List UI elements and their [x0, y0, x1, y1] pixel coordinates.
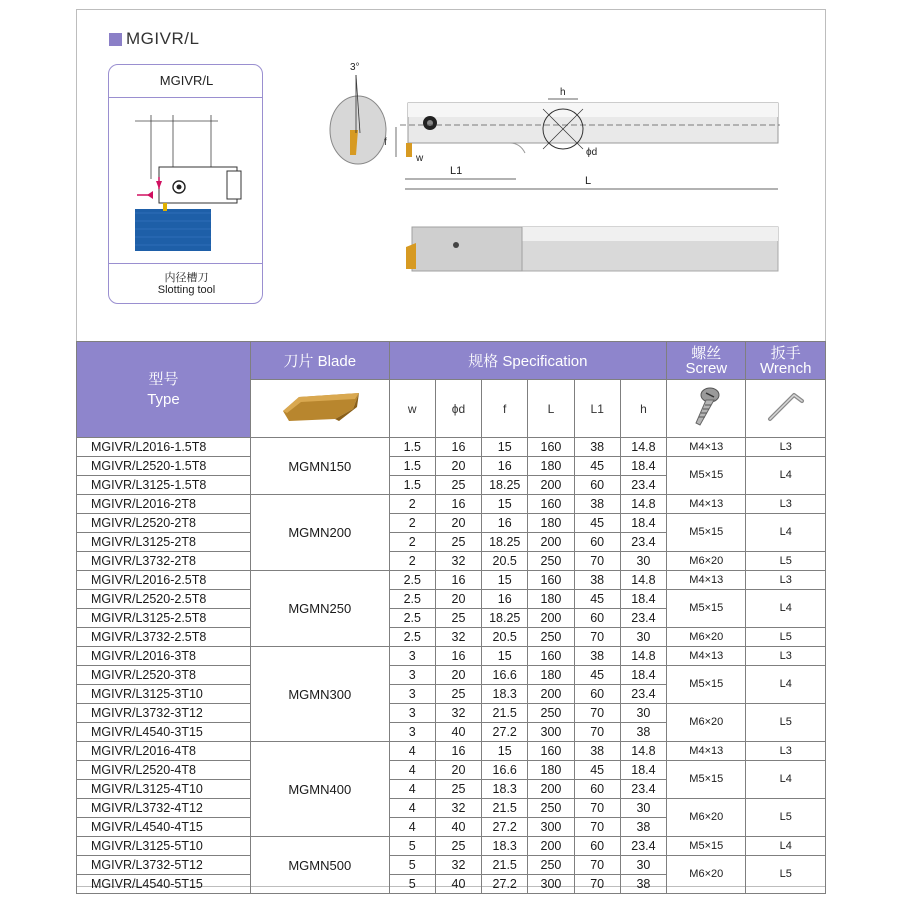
spec-cell-w: 3 — [389, 704, 435, 723]
col-header-h: h — [620, 380, 666, 438]
type-header — [77, 342, 251, 438]
spec-cell-l: 200 — [528, 685, 574, 704]
spec-cell-l1: 38 — [574, 647, 620, 666]
spec-cell-f: 16.6 — [482, 666, 528, 685]
spec-cell-l: 180 — [528, 514, 574, 533]
blade-cell: MGMN150 — [250, 438, 389, 495]
type-cell: MGIVR/L3732-3T12 — [77, 704, 251, 723]
spec-cell-l: 200 — [528, 476, 574, 495]
spec-cell-l: 250 — [528, 628, 574, 647]
wrench-cell: L3 — [746, 571, 826, 590]
screw-cell: M5×15 — [667, 457, 746, 495]
dim-d-label: ϕd — [586, 147, 598, 158]
type-cell: MGIVR/L2520-2.5T8 — [77, 590, 251, 609]
table-row — [77, 799, 826, 818]
specification-table — [76, 341, 826, 894]
spec-cell-w: 2 — [389, 552, 435, 571]
spec-cell-d: 32 — [435, 628, 481, 647]
col-header-w: w — [389, 380, 435, 438]
spec-cell-h: 38 — [620, 723, 666, 742]
spec-cell-l: 300 — [528, 875, 574, 894]
spec-cell-d: 25 — [435, 685, 481, 704]
type-cell: MGIVR/L2016-2.5T8 — [77, 571, 251, 590]
table-row — [77, 704, 826, 723]
spec-cell-l1: 70 — [574, 818, 620, 837]
spec-cell-l: 300 — [528, 818, 574, 837]
type-cell: MGIVR/L2520-4T8 — [77, 761, 251, 780]
table-row — [77, 495, 826, 514]
table-row — [77, 628, 826, 647]
spec-cell-l: 250 — [528, 799, 574, 818]
wrench-cell: L5 — [746, 628, 826, 647]
tool-application-diagram — [108, 64, 263, 304]
spec-cell-h: 18.4 — [620, 514, 666, 533]
spec-cell-w: 5 — [389, 875, 435, 894]
type-cell: MGIVR/L2520-3T8 — [77, 666, 251, 685]
spec-cell-f: 27.2 — [482, 723, 528, 742]
dim-f-label: f — [384, 137, 387, 148]
spec-cell-l: 180 — [528, 761, 574, 780]
spec-cell-f: 18.3 — [482, 685, 528, 704]
screw-cell: M6×20 — [667, 628, 746, 647]
type-cell: MGIVR/L3732-2.5T8 — [77, 628, 251, 647]
screw-header — [667, 342, 746, 380]
spec-cell-h: 30 — [620, 704, 666, 723]
blade-cell: MGMN300 — [250, 647, 389, 742]
inset-title: MGIVR/L — [159, 73, 214, 88]
blade-header: 刀片 Blade — [250, 342, 389, 380]
tool-dimension-drawing — [320, 55, 790, 280]
spec-cell-l: 250 — [528, 552, 574, 571]
wrench-cell: L5 — [746, 799, 826, 837]
spec-cell-f: 15 — [482, 495, 528, 514]
table-row — [77, 514, 826, 533]
spec-cell-l: 160 — [528, 495, 574, 514]
spec-cell-l1: 60 — [574, 780, 620, 799]
screw-cell: M4×13 — [667, 647, 746, 666]
type-header-en: Type — [147, 390, 180, 408]
wrench-image-cell — [746, 380, 826, 438]
table-row — [77, 761, 826, 780]
spec-cell-l1: 60 — [574, 533, 620, 552]
spec-cell-w: 2.5 — [389, 628, 435, 647]
spec-cell-w: 1.5 — [389, 438, 435, 457]
col-header-l: L — [528, 380, 574, 438]
spec-cell-l1: 70 — [574, 704, 620, 723]
spec-cell-l1: 60 — [574, 685, 620, 704]
page-title: MGIVR/L — [126, 29, 200, 48]
table-row — [77, 438, 826, 457]
table-row — [77, 571, 826, 590]
hex-wrench-icon — [764, 387, 808, 427]
spec-cell-f: 27.2 — [482, 818, 528, 837]
spec-cell-w: 1.5 — [389, 457, 435, 476]
spec-cell-h: 30 — [620, 856, 666, 875]
spec-cell-f: 16.6 — [482, 761, 528, 780]
blade-insert-icon — [275, 387, 365, 427]
spec-cell-h: 23.4 — [620, 837, 666, 856]
spec-cell-w: 4 — [389, 742, 435, 761]
screw-cell: M4×13 — [667, 495, 746, 514]
spec-cell-l: 250 — [528, 856, 574, 875]
spec-cell-w: 4 — [389, 761, 435, 780]
type-cell: MGIVR/L2016-2T8 — [77, 495, 251, 514]
spec-cell-d: 25 — [435, 609, 481, 628]
type-cell: MGIVR/L2016-3T8 — [77, 647, 251, 666]
screw-cell: M6×20 — [667, 799, 746, 837]
spec-cell-d: 16 — [435, 438, 481, 457]
col-header-f: f — [482, 380, 528, 438]
wrench-cell: L3 — [746, 438, 826, 457]
wrench-cell: L4 — [746, 514, 826, 552]
spec-cell-l: 180 — [528, 590, 574, 609]
type-cell: MGIVR/L2016-1.5T8 — [77, 438, 251, 457]
type-cell: MGIVR/L3732-4T12 — [77, 799, 251, 818]
screw-cell: M6×20 — [667, 856, 746, 894]
spec-cell-w: 2.5 — [389, 590, 435, 609]
screw-cell: M4×13 — [667, 742, 746, 761]
spec-cell-d: 25 — [435, 476, 481, 495]
spec-cell-l: 200 — [528, 533, 574, 552]
table-row — [77, 590, 826, 609]
spec-cell-h: 14.8 — [620, 647, 666, 666]
spec-cell-f: 21.5 — [482, 799, 528, 818]
wrench-cell: L4 — [746, 666, 826, 704]
table-row — [77, 856, 826, 875]
spec-cell-d: 40 — [435, 875, 481, 894]
screw-cell: M5×15 — [667, 761, 746, 799]
spec-cell-l: 200 — [528, 609, 574, 628]
spec-cell-d: 20 — [435, 457, 481, 476]
spec-cell-f: 15 — [482, 571, 528, 590]
angle-label: 3° — [350, 62, 360, 73]
spec-cell-d: 32 — [435, 704, 481, 723]
spec-cell-l1: 45 — [574, 761, 620, 780]
blade-image-cell — [250, 380, 389, 438]
spec-cell-d: 40 — [435, 723, 481, 742]
spec-cell-d: 20 — [435, 761, 481, 780]
screw-cell: M4×13 — [667, 438, 746, 457]
spec-cell-w: 2.5 — [389, 609, 435, 628]
spec-cell-h: 23.4 — [620, 533, 666, 552]
slotting-illustration — [123, 109, 253, 259]
spec-cell-h: 30 — [620, 799, 666, 818]
wrench-header — [746, 342, 826, 380]
spec-cell-w: 5 — [389, 856, 435, 875]
screw-cell: M5×15 — [667, 590, 746, 628]
type-cell: MGIVR/L3125-4T10 — [77, 780, 251, 799]
spec-cell-w: 3 — [389, 685, 435, 704]
spec-cell-d: 20 — [435, 590, 481, 609]
inset-divider — [109, 97, 262, 98]
spec-cell-l: 160 — [528, 438, 574, 457]
dim-h-label: h — [560, 87, 566, 98]
spec-cell-w: 4 — [389, 818, 435, 837]
spec-cell-l1: 38 — [574, 742, 620, 761]
spec-cell-f: 27.2 — [482, 875, 528, 894]
spec-cell-f: 16 — [482, 457, 528, 476]
title-marker — [109, 33, 122, 46]
type-cell: MGIVR/L4540-5T15 — [77, 875, 251, 894]
dim-l1-label: L1 — [450, 165, 463, 177]
spec-cell-d: 32 — [435, 799, 481, 818]
spec-cell-h: 18.4 — [620, 457, 666, 476]
screw-cell: M6×20 — [667, 704, 746, 742]
spec-cell-d: 16 — [435, 647, 481, 666]
type-cell: MGIVR/L3125-5T10 — [77, 837, 251, 856]
type-cell: MGIVR/L3125-2.5T8 — [77, 609, 251, 628]
type-cell: MGIVR/L3732-2T8 — [77, 552, 251, 571]
spec-cell-d: 16 — [435, 571, 481, 590]
spec-cell-f: 21.5 — [482, 856, 528, 875]
spec-cell-h: 38 — [620, 818, 666, 837]
screw-cell: M6×20 — [667, 552, 746, 571]
spec-cell-l: 160 — [528, 571, 574, 590]
wrench-header-cn: 扳手 — [770, 344, 801, 362]
spec-cell-d: 25 — [435, 837, 481, 856]
spec-cell-w: 2.5 — [389, 571, 435, 590]
spec-cell-f: 18.25 — [482, 609, 528, 628]
inset-divider — [109, 263, 262, 264]
spec-cell-f: 21.5 — [482, 704, 528, 723]
blade-cell: MGMN200 — [250, 495, 389, 571]
spec-cell-l: 160 — [528, 647, 574, 666]
type-cell: MGIVR/L3125-3T10 — [77, 685, 251, 704]
dim-l-label: L — [585, 175, 592, 187]
spec-cell-l1: 70 — [574, 628, 620, 647]
spec-cell-l1: 70 — [574, 723, 620, 742]
spec-cell-f: 18.25 — [482, 476, 528, 495]
screw-cell: M5×15 — [667, 666, 746, 704]
spec-cell-l1: 45 — [574, 457, 620, 476]
spec-cell-h: 30 — [620, 552, 666, 571]
spec-cell-d: 20 — [435, 666, 481, 685]
table-row — [77, 647, 826, 666]
spec-cell-l1: 60 — [574, 837, 620, 856]
wrench-cell: L3 — [746, 495, 826, 514]
screw-image-cell — [667, 380, 746, 438]
spec-cell-d: 20 — [435, 514, 481, 533]
spec-cell-h: 23.4 — [620, 780, 666, 799]
wrench-cell: L4 — [746, 761, 826, 799]
spec-cell-l: 180 — [528, 457, 574, 476]
spec-cell-h: 23.4 — [620, 476, 666, 495]
spec-cell-d: 40 — [435, 818, 481, 837]
spec-cell-l: 180 — [528, 666, 574, 685]
blade-cell: MGMN400 — [250, 742, 389, 837]
spec-cell-f: 20.5 — [482, 552, 528, 571]
spec-cell-l1: 60 — [574, 476, 620, 495]
spec-cell-h: 14.8 — [620, 571, 666, 590]
dim-w-label: w — [416, 153, 424, 164]
screw-icon — [686, 385, 726, 429]
spec-cell-d: 32 — [435, 856, 481, 875]
screw-header-en: Screw — [685, 359, 728, 377]
table-row — [77, 457, 826, 476]
spec-cell-d: 32 — [435, 552, 481, 571]
wrench-cell: L5 — [746, 552, 826, 571]
spec-cell-f: 15 — [482, 438, 528, 457]
spec-cell-l: 250 — [528, 704, 574, 723]
spec-cell-f: 15 — [482, 742, 528, 761]
spec-cell-d: 16 — [435, 495, 481, 514]
type-cell: MGIVR/L4540-4T15 — [77, 818, 251, 837]
table-row — [77, 666, 826, 685]
inset-caption-cn: 内径槽刀 — [164, 272, 209, 284]
spec-cell-w: 2 — [389, 533, 435, 552]
spec-cell-l1: 38 — [574, 438, 620, 457]
screw-cell: M5×15 — [667, 837, 746, 856]
spec-cell-f: 20.5 — [482, 628, 528, 647]
wrench-cell: L5 — [746, 704, 826, 742]
spec-cell-w: 4 — [389, 780, 435, 799]
type-cell: MGIVR/L3125-2T8 — [77, 533, 251, 552]
type-cell: MGIVR/L4540-3T15 — [77, 723, 251, 742]
spec-cell-f: 18.3 — [482, 780, 528, 799]
screw-header-cn: 螺丝 — [691, 344, 722, 362]
spec-cell-h: 18.4 — [620, 666, 666, 685]
insert-tip-icon — [406, 243, 416, 269]
wrench-cell: L4 — [746, 590, 826, 628]
spec-cell-f: 18.25 — [482, 533, 528, 552]
spec-cell-d: 25 — [435, 780, 481, 799]
spec-cell-w: 5 — [389, 837, 435, 856]
screw-cell: M4×13 — [667, 571, 746, 590]
wrench-cell: L3 — [746, 742, 826, 761]
spec-cell-l: 200 — [528, 780, 574, 799]
spec-header: 规格 Specification — [389, 342, 666, 380]
table-row — [77, 837, 826, 856]
spec-cell-l1: 70 — [574, 552, 620, 571]
spec-cell-l: 160 — [528, 742, 574, 761]
wrench-cell: L5 — [746, 856, 826, 894]
spec-cell-w: 3 — [389, 647, 435, 666]
type-cell: MGIVR/L2520-1.5T8 — [77, 457, 251, 476]
spec-cell-l: 200 — [528, 837, 574, 856]
spec-cell-l1: 60 — [574, 609, 620, 628]
blade-cell: MGMN250 — [250, 571, 389, 647]
spec-cell-h: 18.4 — [620, 761, 666, 780]
spec-cell-h: 30 — [620, 628, 666, 647]
type-cell: MGIVR/L3125-1.5T8 — [77, 476, 251, 495]
spec-cell-w: 1.5 — [389, 476, 435, 495]
type-cell: MGIVR/L2520-2T8 — [77, 514, 251, 533]
type-header-cn: 型号 — [148, 370, 179, 388]
type-cell: MGIVR/L2016-4T8 — [77, 742, 251, 761]
spec-cell-f: 18.3 — [482, 837, 528, 856]
spec-cell-f: 16 — [482, 514, 528, 533]
spec-cell-h: 38 — [620, 875, 666, 894]
spec-cell-h: 14.8 — [620, 742, 666, 761]
inset-caption-en: Slotting tool — [157, 284, 216, 296]
table-row — [77, 742, 826, 761]
spec-cell-l: 300 — [528, 723, 574, 742]
spec-cell-l1: 45 — [574, 590, 620, 609]
specification-rows — [77, 438, 826, 894]
spec-cell-w: 3 — [389, 666, 435, 685]
spec-cell-h: 18.4 — [620, 590, 666, 609]
spec-cell-l1: 70 — [574, 799, 620, 818]
blade-cell: MGMN500 — [250, 837, 389, 894]
spec-cell-l1: 38 — [574, 495, 620, 514]
table-row — [77, 552, 826, 571]
type-cell: MGIVR/L3732-5T12 — [77, 856, 251, 875]
spec-cell-h: 14.8 — [620, 438, 666, 457]
spec-cell-l1: 38 — [574, 571, 620, 590]
wrench-cell: L3 — [746, 647, 826, 666]
spec-cell-w: 3 — [389, 723, 435, 742]
spec-cell-l1: 45 — [574, 514, 620, 533]
spec-cell-l1: 70 — [574, 875, 620, 894]
spec-cell-f: 16 — [482, 590, 528, 609]
spec-cell-w: 2 — [389, 495, 435, 514]
spec-cell-w: 2 — [389, 514, 435, 533]
spec-cell-h: 23.4 — [620, 685, 666, 704]
wrench-header-en: Wrench — [760, 359, 812, 377]
spec-cell-h: 23.4 — [620, 609, 666, 628]
spec-cell-d: 16 — [435, 742, 481, 761]
wrench-cell: L4 — [746, 457, 826, 495]
spec-cell-f: 15 — [482, 647, 528, 666]
spec-cell-d: 25 — [435, 533, 481, 552]
spec-cell-w: 4 — [389, 799, 435, 818]
spec-cell-l1: 45 — [574, 666, 620, 685]
spec-cell-l1: 70 — [574, 856, 620, 875]
col-header-d: ϕd — [435, 380, 481, 438]
wrench-cell: L4 — [746, 837, 826, 856]
screw-cell: M5×15 — [667, 514, 746, 552]
col-header-l1: L1 — [574, 380, 620, 438]
spec-cell-h: 14.8 — [620, 495, 666, 514]
